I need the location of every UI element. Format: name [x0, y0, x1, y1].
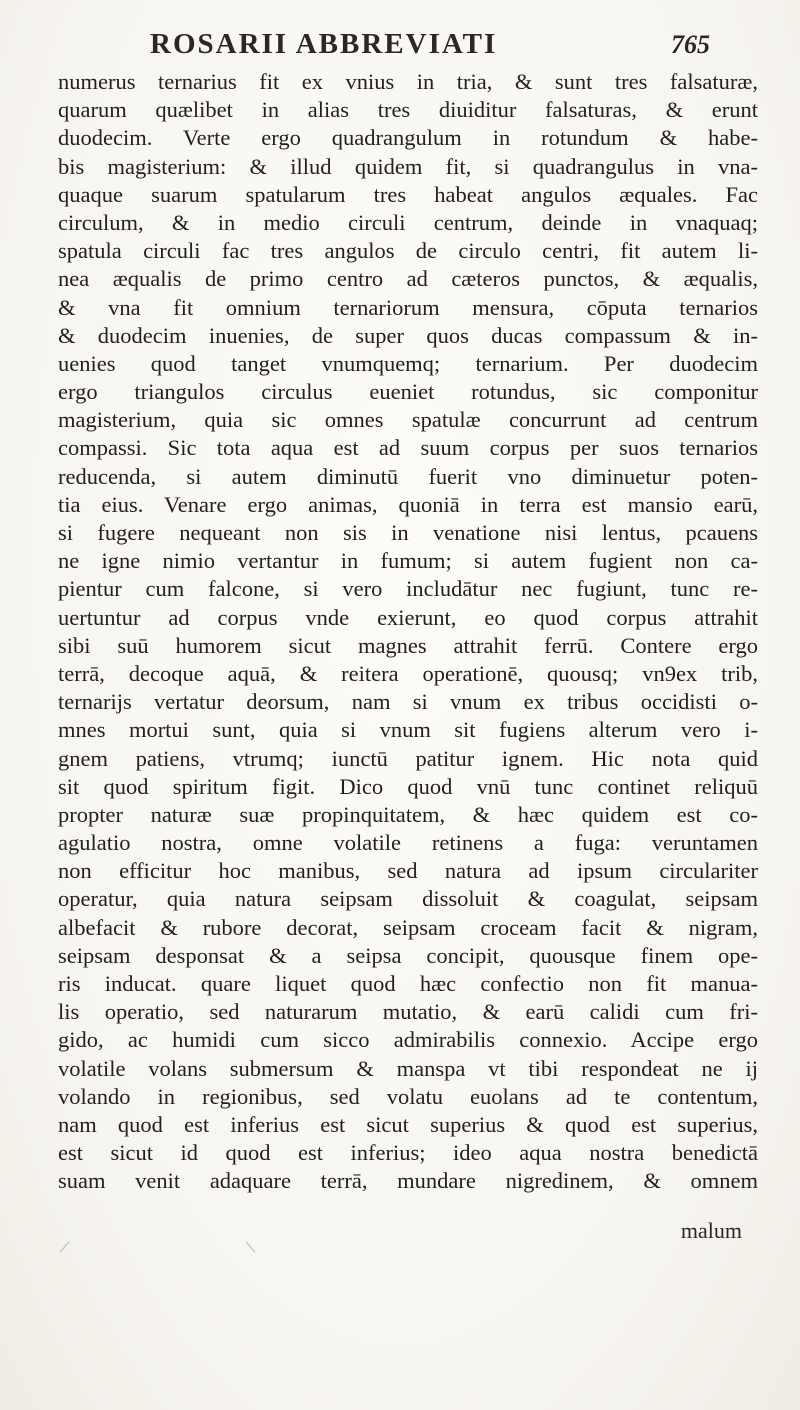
text-line: reducenda, si autem diminutū fuerit vno diminuetur poten- — [58, 463, 758, 489]
text-line: pientur cum falcone, si vero includātur nec fugiunt, tunc re- — [58, 576, 758, 602]
text-line: lis operatio, sed naturarum mutatio, & earū calidi cum fri- — [58, 999, 758, 1025]
text-line: terrā, decoque aquā, & reitera operationē, quousq; vn9ex trib, — [58, 660, 758, 686]
text-line: seipsam desponsat & a seipsa concipit, quousque finem ope- — [58, 942, 758, 968]
text-line: & vna fit omnium ternariorum mensura, cōputa ternarios — [58, 294, 758, 320]
text-line: gnem patiens, vtrumq; iunctū patitur ignem. Hic nota quid — [58, 745, 758, 771]
text-line: quarum quælibet in alias tres diuiditur falsaturas, & erunt — [58, 97, 758, 123]
page-header — [150, 28, 710, 68]
text-line: est sicut id quod est inferius; ideo aqua nostra benedictā — [58, 1140, 758, 1166]
text-line: uenies quod tanget vnumquemq; ternarium. Per duodecim — [58, 350, 758, 376]
text-line: uertuntur ad corpus vnde exierunt, eo quod corpus attrahit — [58, 604, 758, 630]
text-line: si fugere nequeant non sis in venatione nisi lentus, pcauens — [58, 520, 758, 545]
body-text — [58, 68, 758, 1196]
page-number: 765 — [671, 30, 710, 59]
catchword: malum — [680, 1218, 742, 1243]
text-line: suam venit adaquare terrā, mundare nigredinem, & omnem — [58, 1168, 758, 1194]
ink-mark — [60, 1241, 70, 1252]
text-line: ris inducat. quare liquet quod hæc confectio non fit manua- — [58, 971, 758, 996]
text-line: nam quod est inferius est sicut superius & quod est superius, — [58, 1111, 758, 1137]
text-line: propter naturæ suæ propinquitatem, & hæc quidem est co- — [58, 801, 758, 827]
text-line: & duodecim inuenies, de super quos ducas compassum & in- — [58, 322, 758, 348]
text-line: numerus ternarius fit ex vnius in tria, & sunt tres falsaturæ, — [58, 69, 758, 94]
text-line: albefacit & rubore decorat, seipsam croceam facit & nigram, — [58, 914, 758, 940]
text-line: ne igne nimio vertantur in fumum; si autem fugient non ca- — [58, 548, 758, 574]
text-line: spatula circuli fac tres angulos de circulo centri, fit autem li- — [58, 238, 758, 264]
text-line: volando in regionibus, sed volatu euolans ad te contentum, — [58, 1083, 758, 1109]
text-line: duodecim. Verte ergo quadrangulum in rotundum & habe- — [58, 125, 758, 151]
text-line: compassi. Sic tota aqua est ad suum corpus per suos ternarios — [58, 435, 758, 461]
text-line: bis magisterium: & illud quidem fit, si quadrangulus in vna- — [58, 153, 758, 179]
ink-mark — [246, 1241, 256, 1252]
text-line: mnes mortui sunt, quia si vnum sit fugiens alterum vero i- — [58, 717, 758, 743]
text-line: magisterium, quia sic omnes spatulæ concurrunt ad centrum — [58, 407, 758, 433]
text-line: tia eius. Venare ergo animas, quoniā in terra est mansio earū, — [58, 491, 758, 517]
text-line: sibi suū humorem sicut magnes attrahit ferrū. Contere ergo — [58, 632, 758, 658]
text-line: quaque suarum spatularum tres habeat angulos æquales. Fac — [58, 181, 758, 207]
text-line: nea æqualis de primo centro ad cæteros punctos, & æqualis, — [58, 266, 758, 292]
text-line: ergo triangulos circulus eueniet rotundus, sic componitur — [58, 379, 758, 405]
text-line: gido, ac humidi cum sicco admirabilis connexio. Accipe ergo — [58, 1027, 758, 1053]
text-line: volatile volans submersum & manspa vt tibi respondeat ne ij — [58, 1055, 758, 1081]
running-head: ROSARII ABBREVIATI — [150, 28, 498, 60]
text-line: sit quod spiritum figit. Dico quod vnū tunc continet reliquū — [58, 773, 758, 799]
text-line: operatur, quia natura seipsam dissoluit & coagulat, seipsam — [58, 886, 758, 912]
text-line: agulatio nostra, omne volatile retinens a fuga: veruntamen — [58, 830, 758, 856]
text-line: ternarijs vertatur deorsum, nam si vnum ex tribus occidisti o- — [58, 689, 758, 715]
text-line: non efficitur hoc manibus, sed natura ad ipsum circulariter — [58, 858, 758, 884]
text-line: circulum, & in medio circuli centrum, deinde in vnaquaq; — [58, 209, 758, 235]
